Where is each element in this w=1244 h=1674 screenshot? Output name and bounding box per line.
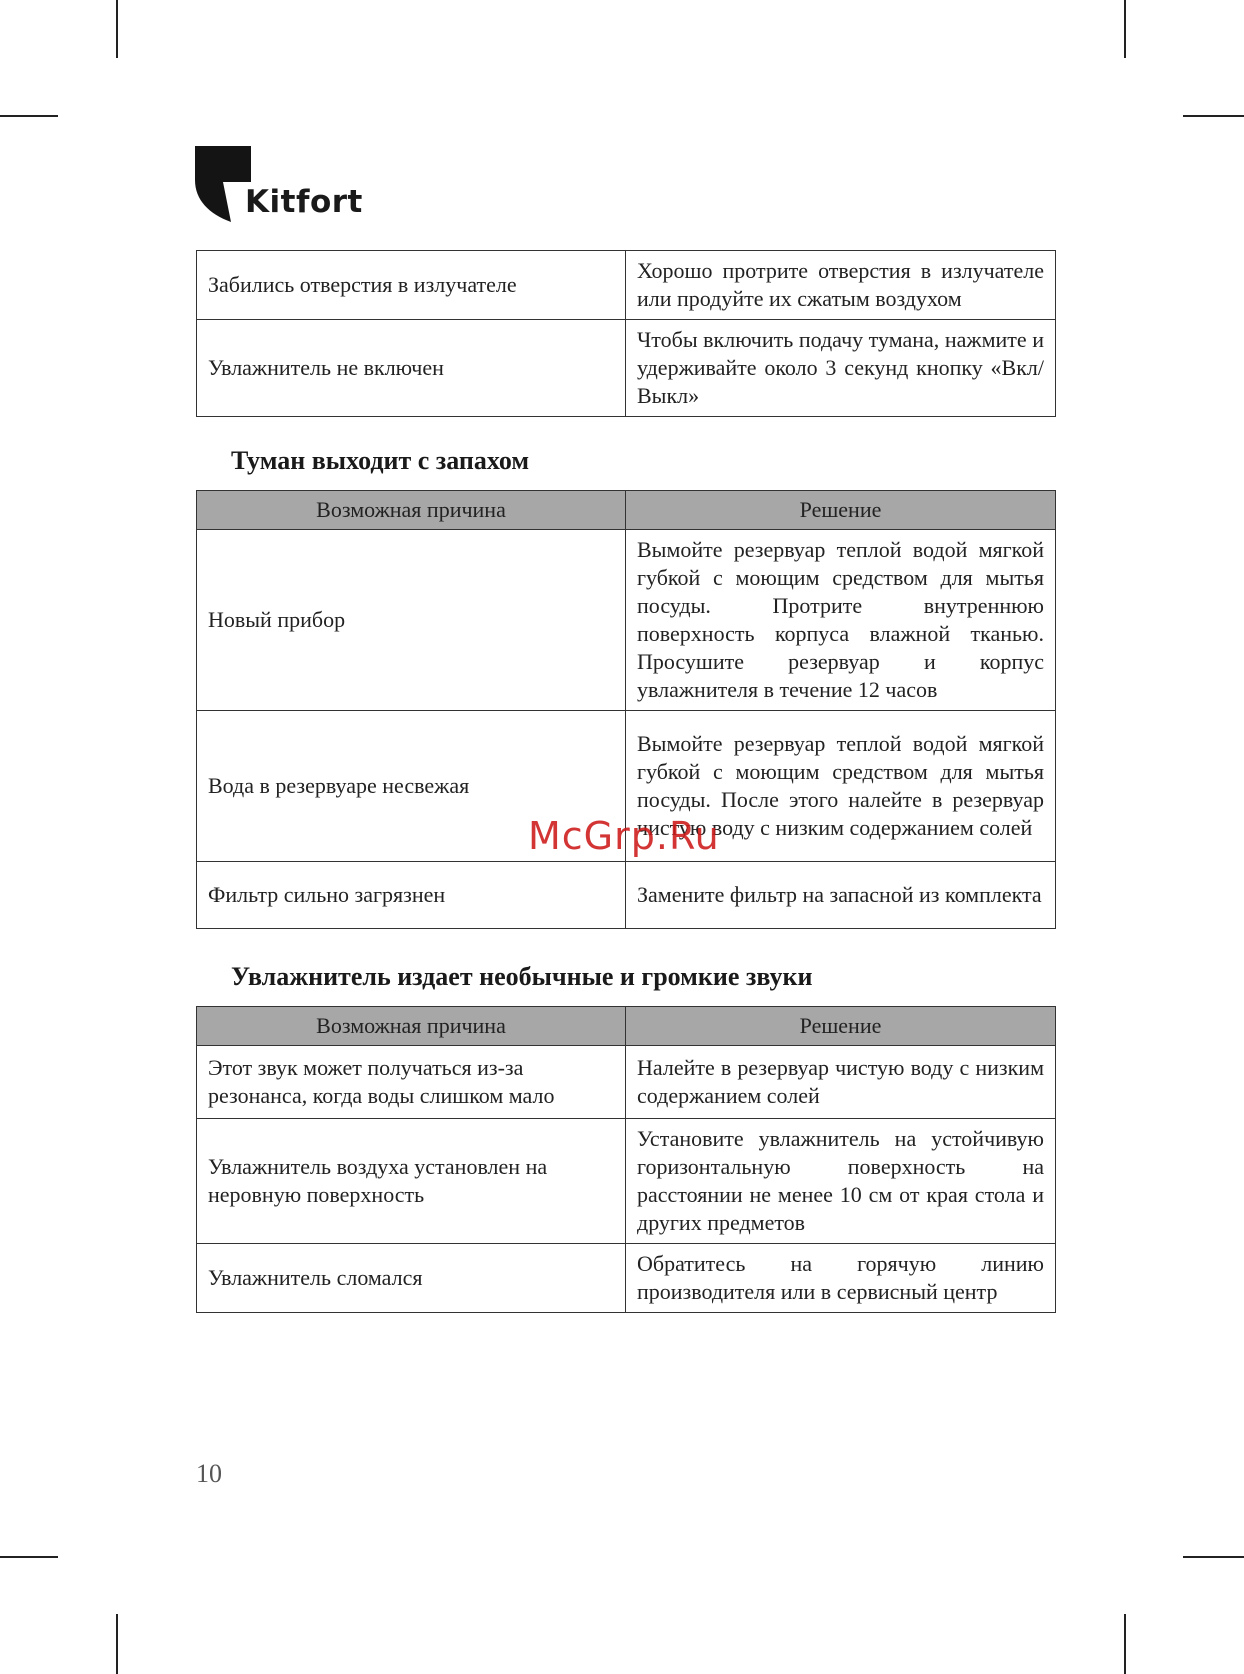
cause-cell: Увлажнитель сломался	[197, 1244, 626, 1313]
table-row	[197, 862, 1056, 929]
solution-cell: Хорошо протрите отверстия в излучателе или продуйте их сжатым воздухом	[626, 251, 1056, 320]
logo-mark-icon	[195, 146, 251, 222]
cause-cell: Увлажнитель не включен	[197, 320, 626, 417]
section-title-noise: Увлажнитель издает необычные и громкие звуки	[231, 962, 813, 991]
solution-cell: Обратитесь на горячую линию производителя или в сервисный центр	[626, 1244, 1056, 1313]
table-header-row	[197, 1007, 1056, 1046]
cause-cell: Забились отверстия в излучателе	[197, 251, 626, 320]
table-row	[197, 320, 1056, 417]
column-header-solution: Решение	[626, 1007, 1056, 1046]
table-row	[197, 1046, 1056, 1119]
solution-cell: Вымойте резервуар теплой водой мягкой губкой с моющим средством для мытья посуды. После этого налейте в резервуар чистую воду с низким содержанием солей	[626, 711, 1056, 862]
troubleshooting-table-noise	[196, 1006, 1056, 1313]
solution-cell: Замените фильтр на запасной из комплекта	[626, 862, 1056, 929]
table-header-row	[197, 491, 1056, 530]
crop-mark	[116, 1614, 118, 1674]
column-header-cause: Возможная причина	[197, 491, 626, 530]
crop-mark	[0, 115, 58, 117]
solution-cell: Вымойте резервуар теплой водой мягкой губкой с моющим средством для мытья посуды. Протрите внутреннюю поверхность корпуса влажной тканью. Просушите резервуар и корпус увлажнителя в течение 12 часов	[626, 530, 1056, 711]
crop-mark	[1183, 1556, 1244, 1558]
cause-cell: Вода в резервуаре несвежая	[197, 711, 626, 862]
table-row	[197, 530, 1056, 711]
page-number: 10	[196, 1459, 222, 1488]
cause-cell: Увлажнитель воздуха установлен на неровную поверхность	[197, 1119, 626, 1244]
troubleshooting-table-continued	[196, 250, 1056, 417]
table-row	[197, 1119, 1056, 1244]
solution-cell: Чтобы включить подачу тумана, нажмите и удерживайте около 3 секунд кнопку «Вкл/Выкл»	[626, 320, 1056, 417]
watermark: McGrp.Ru	[528, 814, 720, 858]
solution-cell: Установите увлажнитель на устойчивую горизонтальную поверхность на расстоянии не менее 10 см от края стола и других предметов	[626, 1119, 1056, 1244]
crop-mark	[0, 1556, 58, 1558]
crop-mark	[1124, 1614, 1126, 1674]
crop-mark	[1124, 0, 1126, 58]
column-header-solution: Решение	[626, 491, 1056, 530]
cause-cell: Этот звук может получаться из-за резонанса, когда воды слишком мало	[197, 1046, 626, 1119]
table-row	[197, 251, 1056, 320]
section-title-smell: Туман выходит с запахом	[231, 446, 530, 475]
crop-mark	[116, 0, 118, 58]
troubleshooting-table-smell	[196, 490, 1056, 929]
column-header-cause: Возможная причина	[197, 1007, 626, 1046]
brand-name: Kitfort	[245, 184, 363, 220]
cause-cell: Фильтр сильно загрязнен	[197, 862, 626, 929]
crop-mark	[1183, 115, 1244, 117]
cause-cell: Новый прибор	[197, 530, 626, 711]
table-row	[197, 1244, 1056, 1313]
solution-cell: Налейте в резервуар чистую воду с низким содержанием солей	[626, 1046, 1056, 1119]
